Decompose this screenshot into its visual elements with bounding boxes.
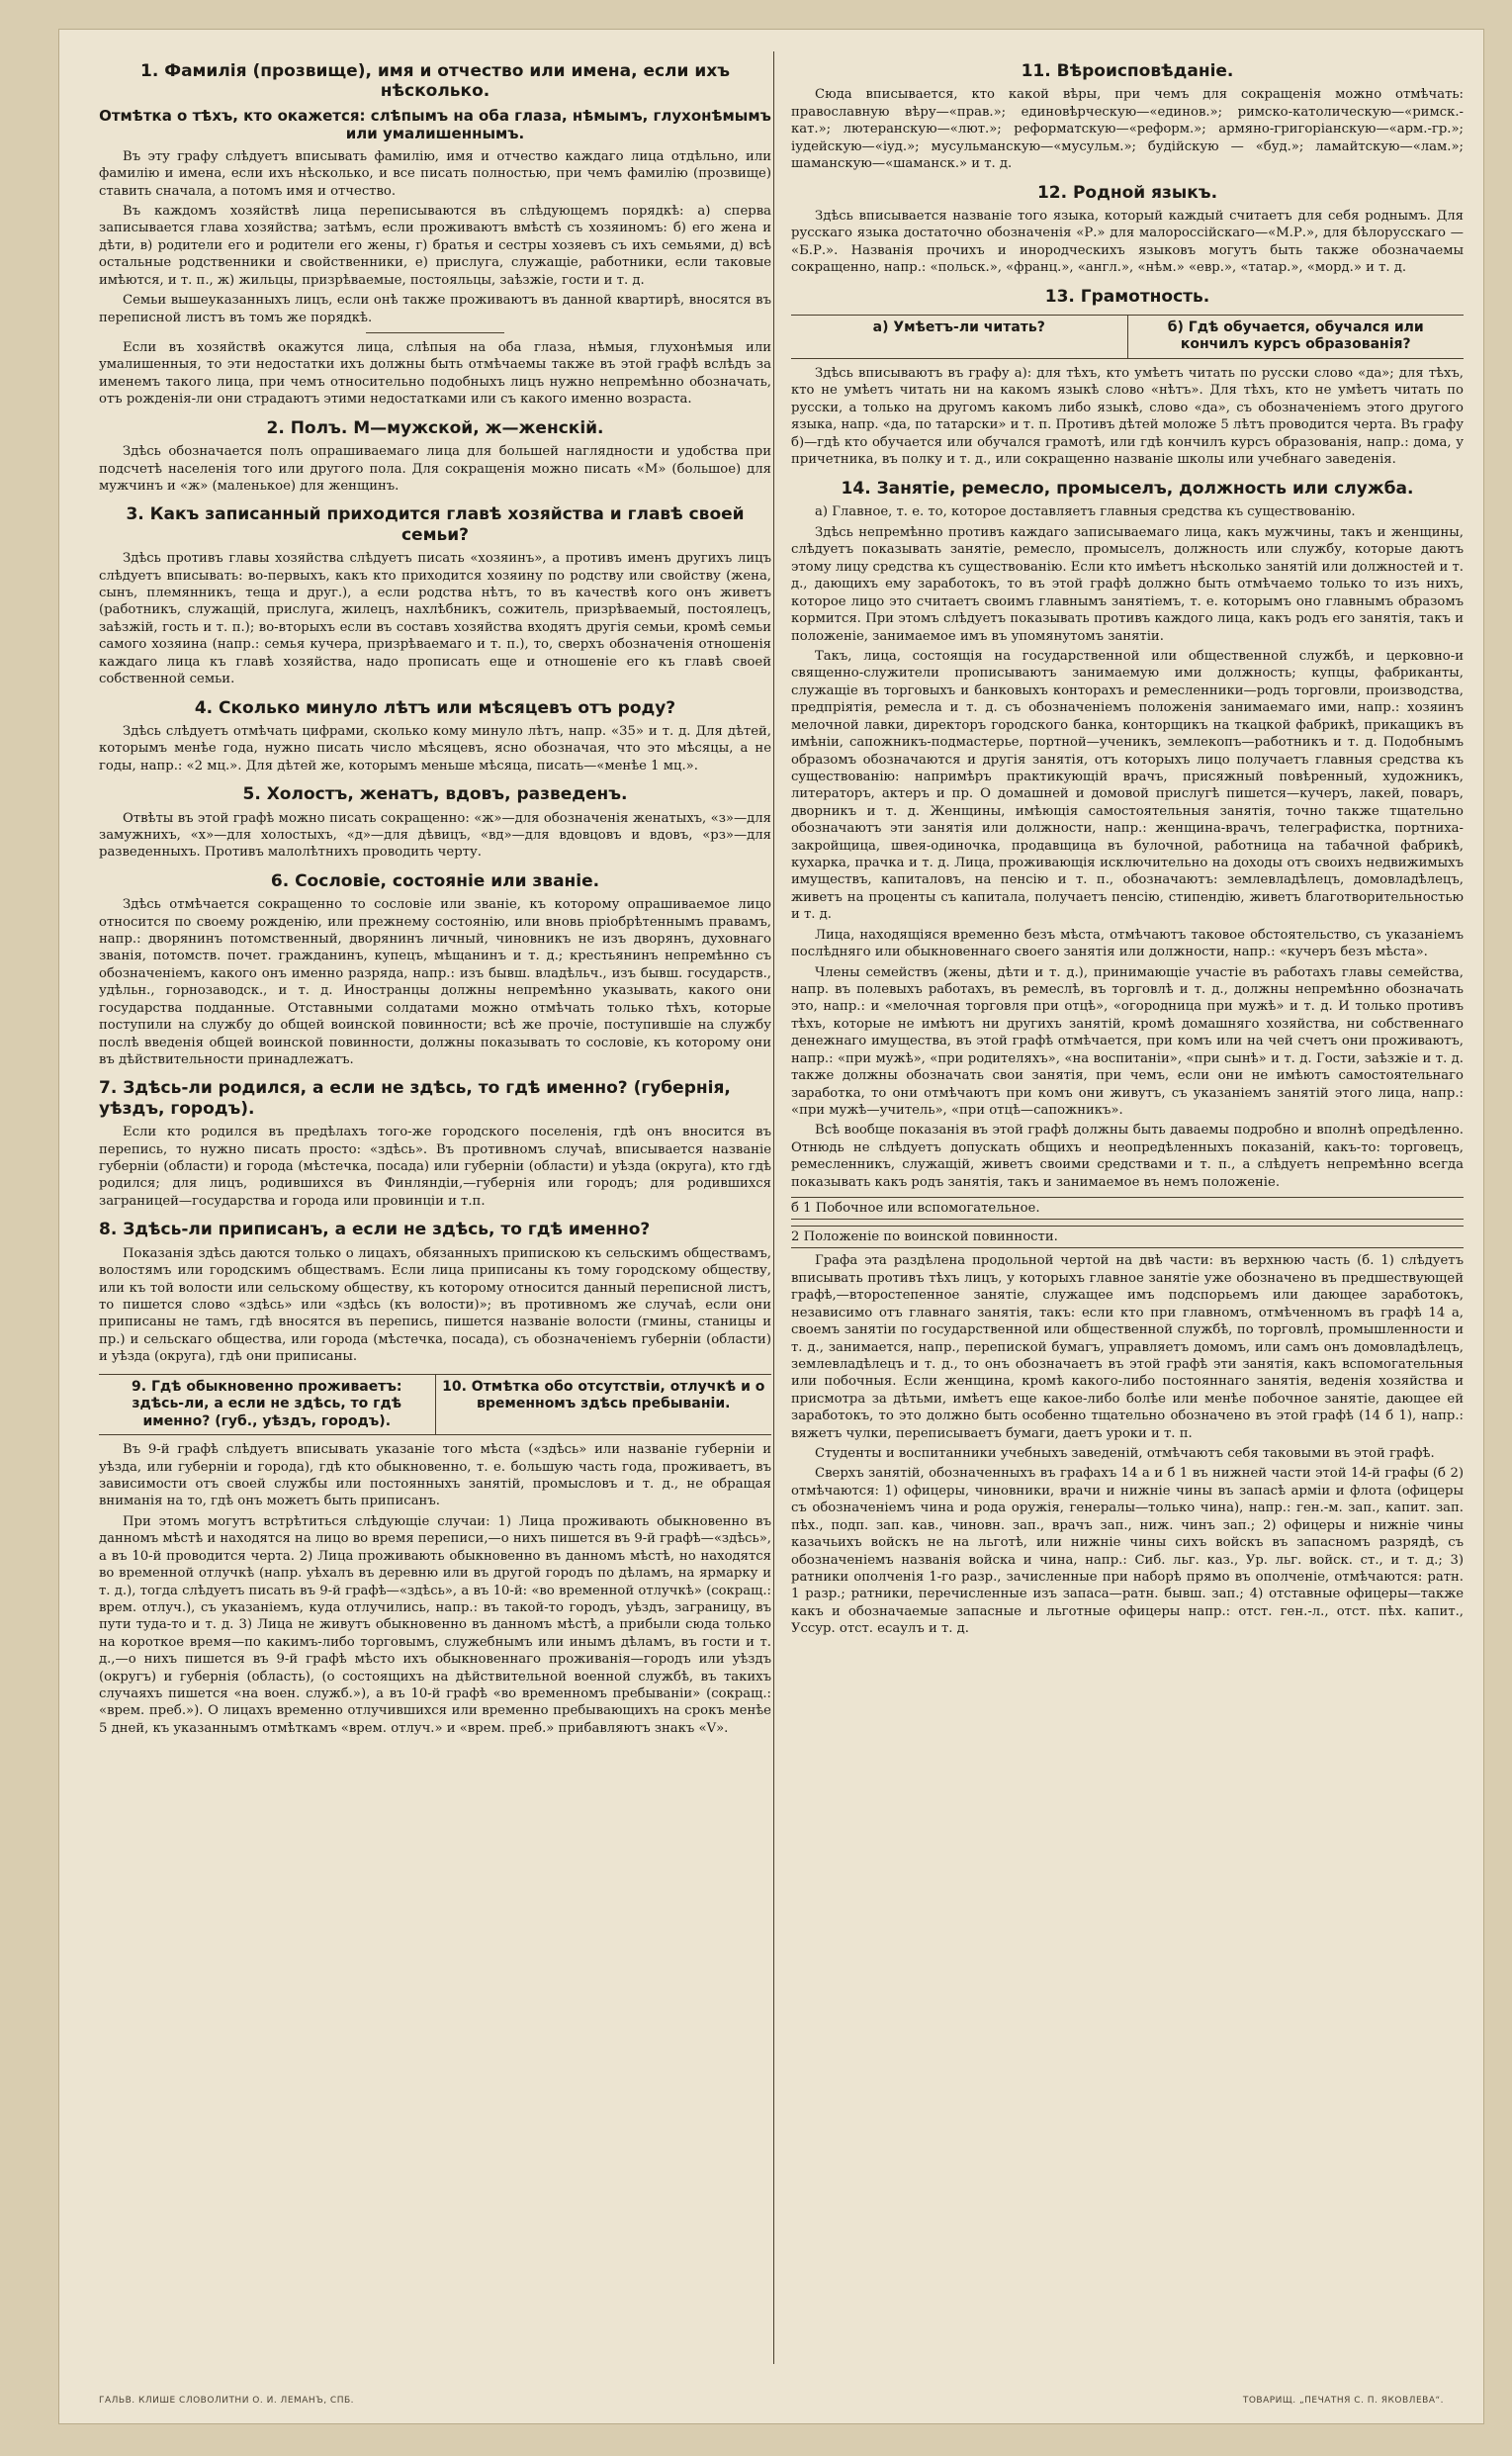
- printer-credit-left: ГАЛЬВ. КЛИШЕ СЛОВОЛИТНИ О. И. ЛЕМАНЪ, СПБ.: [99, 2396, 355, 2406]
- section-1-subtitle: Отмѣтка о тѣхъ, кто окажется: слѣпымъ на оба глаза, нѣмымъ, глухонѣмымъ или умалишеннымъ.: [99, 106, 771, 142]
- section-4-paragraph: Здѣсь слѣдуетъ отмѣчать цифрами, сколько кому минуло лѣтъ, напр. «35» и т. д. Для дѣтей, которымъ менѣе года, нужно писать число мѣсяцевъ, ясно обозначая, что это мѣсяцы, а не годы, напр.: «2 мц.». Для дѣтей же, которымъ меньше мѣсяца, писать—«менѣе 1 мц.».: [99, 723, 771, 773]
- right-column: [791, 51, 1464, 2364]
- section-9-paragraph: При этомъ могутъ встрѣтиться слѣдующіе случаи: 1) Лица проживають обыкновенно въ данномъ мѣстѣ и находятся на лицо во время переписи,—о нихъ пишется въ 9-й графѣ—«здѣсь», а въ 10-й проводится черта. 2) Лица проживають обыкновенно въ данномъ мѣстѣ, но находятся во временной отлучкѣ (напр. уѣхалъ въ деревню или въ другой городъ по дѣламъ, на ярмарку и т. д.), тогда слѣдуетъ писать въ 9-й графѣ—«здѣсь», а въ 10-й: «во временной отлучкѣ» (сокращ.: врем. отлуч.), съ указаніемъ, куда отлучились, напр.: въ такой-то городъ, уѣздъ, заграницу, въ пути туда-то и т. д. 3) Лица не живутъ обыкновенно въ данномъ мѣстѣ, а прибыли сюда только на короткое время—по какимъ-либо торговымъ, служебнымъ или инымъ дѣламъ, въ гости и т. д.,—о нихъ пишется въ 9-й графѣ мѣсто ихъ обыкновеннаго проживанія—городъ или уѣздъ (округъ) и губернія (область), (о состоящихъ на дѣйствительной военной службѣ, въ такихъ случаяхъ пишется «на воен. служб.»), а въ 10-й графѣ «во временномъ пребываніи» (сокращ.: «врем. преб.»). О лицахъ временно отлучившихся или временно пребывающихъ на срокъ менѣе 5 дней, къ указаннымъ отмѣткамъ «врем. отлуч.» и «врем. преб.» прибавляютъ знакъ «V».: [99, 1513, 771, 1736]
- section-12-title: 12. Родной языкъ.: [1036, 182, 1218, 203]
- column-divider: [773, 51, 774, 2364]
- section-14b1-box: б 1 Побочное или вспомогательное.: [791, 1197, 1464, 1220]
- section-13-title: 13. Грамотность.: [1044, 286, 1210, 307]
- section-5-paragraph: Отвѣты въ этой графѣ можно писать сокращенно: «ж»—для обозначенія женатыхъ, «з»—для замужнихъ, «х»—для холостыхъ, «д»—для дѣвицъ, «вд»—для вдовцовъ и вдовъ, «рз»—для разведенныхъ. Противъ малолѣтнихъ проводить черту.: [99, 810, 771, 861]
- section-9-paragraph: Въ 9-й графѣ слѣдуетъ вписывать указаніе того мѣста («здѣсь» или названіе губерніи и уѣзда, или губерніи и города), гдѣ кто обыкновенно, т. е. большую часть года, проживаетъ, въ зависимости отъ своей службы или постоянныхъ занятій, промысловъ и т. д., не обращая вниманія на то, гдѣ онъ можетъ быть приписанъ.: [99, 1442, 771, 1509]
- section-1-paragraph: Въ каждомъ хозяйствѣ лица переписываются въ слѣдующемъ порядкѣ: а) сперва записывается глава хозяйства; затѣмъ, если проживаютъ вмѣстѣ съ хозяиномъ: б) его жена и дѣти, в) родители его и родители его жены, г) братья и сестры хозяевъ съ ихъ семьями, д) всѣ остальные родственники и свойственники, е) прислуга, служащіе, работники, если таковые имѣются, и т. п., ж) жильцы, призрѣваемые, постояльцы, заѣзжіе, гости и т. д.: [99, 204, 771, 288]
- section-4-title: 4. Сколько минуло лѣтъ или мѣсяцевъ отъ роду?: [194, 697, 676, 718]
- section-1-paragraph: Въ эту графу слѣдуетъ вписывать фамилію, имя и отчество каждаго лица отдѣльно, или фамилію и имена, если ихъ нѣсколько, и все писать полностью, при чемъ фамилію (прозвище) ставить сначала, а потомъ имя и отчество.: [99, 148, 771, 199]
- section-14-paragraph: Здѣсь непремѣнно противъ каждаго записываемаго лица, какъ мужчины, такъ и женщины, слѣдуетъ показывать занятіе, ремесло, промыселъ, должность или службу, которые даютъ этому лицу средства къ существованію. Если кто имѣетъ нѣсколько занятій или должностей и т. д., дающихъ ему заработокъ, то въ этой графѣ должно быть отмѣчаемо только то изъ нихъ, которое лицо это считаетъ своимъ главнымъ занятіемъ, т. е. которымъ оно главнымъ образомъ кормится. При этомъ слѣдуетъ показывать противъ каждого лица, какъ родъ его занятія, такъ и положеніе, занимаемое имъ въ упомянутомъ занятіи.: [791, 525, 1464, 644]
- section-14a-caption: а) Главное, т. е. то, которое доставляетъ главныя средства къ существованію.: [815, 503, 1356, 519]
- section-6-paragraph: Здѣсь отмѣчается сокращенно то сословіе или званіе, къ которому опрашиваемое лицо относится по своему рожденію, или прежнему состоянію, или вновь пріобрѣтеннымъ правамъ, напр.: дворянинъ потомственный, дворянинъ личный, чиновникъ не изъ дворянъ, духовнаго званія, потомств. почет. гражданинъ, купецъ, мѣщанинъ и т. д.; крестьянинъ непремѣнно съ обозначеніемъ, какого онъ именно разряда, напр.: изъ бывш. владѣльч., изъ бывш. государств., удѣльн., горнозаводск., и т. д. Иностранцы должны непремѣнно указывать, какого они государства подданные. Отставными солдатами можно отмѣчать только тѣхъ, которые поступили на службу до общей воинской повинности; всѣ же прочіе, поступившіе на службу послѣ введенія общей воинской повинности, должны показывать то сословіе, къ которому они въ дѣйствительности принадлежатъ.: [99, 897, 771, 1067]
- section-6-title: 6. Сословіе, состояніе или званіе.: [270, 870, 600, 891]
- section-12-paragraph: Здѣсь вписывается названіе того языка, который каждый считаетъ для себя роднымъ. Для русскаго языка достаточно обозначенія «Р.» для малороссійскаго—«М.Р.», для бѣлорусскаго — «Б.Р.». Названія прочихъ и инородческихъ языковъ могутъ быть также обозначаемы сокращенно, напр.: «польск.», «франц.», «англ.», «нѣм.» «евр.», «татар.», «морд.» и т. д.: [791, 208, 1464, 276]
- section-13-paragraph: Здѣсь вписываютъ въ графу а): для тѣхъ, кто умѣетъ читать по русски слово «да»; для тѣхъ, кто не умѣетъ читать ни на какомъ языкѣ слово «нѣтъ». Для тѣхъ, кто не умѣетъ читать по русски, а только на другомъ какомъ либо языкѣ, слово «да», съ обозначеніемъ этого другого языка, напр. «да, по татарски» и т. п. Противъ дѣтей моложе 5 лѣтъ проводится черта. Въ графу б)—гдѣ кто обучается или обучался грамотѣ, или гдѣ кончилъ курсъ образованія, напр.: дома, у причетника, въ полку и т. д., или сокращенно названіе школы или учебнаго заведенія.: [791, 365, 1464, 468]
- section-1-paragraph: Семьи вышеуказанныхъ лицъ, если онѣ также проживаютъ въ данной квартирѣ, вносятся въ переписной листъ въ томъ же порядкѣ.: [99, 293, 771, 325]
- left-column: [99, 51, 771, 2364]
- section-9-10-header: [99, 1374, 771, 1436]
- section-13a-title: а) Умѣетъ-ли читать?: [872, 318, 1045, 335]
- section-9-title: 9. Гдѣ обыкновенно проживаетъ: здѣсь-ли, а если не здѣсь, то гдѣ именно? (губ., уѣздъ, городъ).: [132, 1378, 402, 1429]
- section-3-title: 3. Какъ записанный приходится главѣ хозяйства и главѣ своей семьи?: [126, 504, 745, 545]
- section-2-paragraph: Здѣсь обозначается полъ опрашиваемаго лица для большей наглядности и удобства при подсчетѣ населенія того или другого пола. Для сокращенія можно писать «М» (большое) для мужчинъ и «ж» (маленькое) для женщинъ.: [99, 444, 771, 494]
- section-10-title: 10. Отмѣтка обо отсутствіи, отлучкѣ и о временномъ здѣсь пребываніи.: [435, 1375, 772, 1435]
- section-1-paragraph: Если въ хозяйствѣ окажутся лица, слѣпыя на оба глаза, нѣмыя, глухонѣмыя или умалишенныя, то эти недостатки ихъ должны быть отмѣчаемы также въ этой графѣ вслѣдъ за именемъ такого лица, при чемъ относительно подобныхъ лицъ нужно непремѣнно обозначать, отъ рожденія-ли они страдаютъ этими недостатками или съ какого именно возраста.: [99, 340, 771, 408]
- section-14-paragraph: Лица, находящіяся временно безъ мѣста, отмѣчаютъ таковое обстоятельство, съ указаніемъ послѣдняго или обыкновеннаго своего занятія или должности, напр.: «кучеръ безъ мѣста».: [791, 927, 1464, 960]
- section-14-paragraph: Члены семействъ (жены, дѣти и т. д.), принимающіе участіе въ работахъ главы семейства, напр. въ полевыхъ работахъ, въ ремеслѣ, въ торговлѣ и т. д., должны непремѣнно обозначать это, напр.: и «мелочная торговля при отцѣ», «огородница при мужѣ» и т. д. И только противъ тѣхъ, которые не имѣютъ ни другихъ занятій, кромѣ домашняго хозяйства, ни собственнаго денежнаго имущества, въ этой графѣ отмѣчается, при комъ или на чей счетъ они проживаютъ, напр.: «при мужѣ», «при родителяхъ», «на воспитаніи», «при сынѣ» и т. д. Гости, заѣзжіе и т. д. также должны обозначать свои занятія, при чемъ, если они не имѣютъ самостоятельнаго заработка, то они отмѣчаютъ при комъ они живутъ, съ указаніемъ занятій этого лица, напр.: «при мужѣ—учитель», «при отцѣ—сапожникъ».: [791, 964, 1464, 1118]
- section-5-title: 5. Холостъ, женатъ, вдовъ, разведенъ.: [242, 784, 628, 805]
- section-8-paragraph: Показанія здѣсь даются только о лицахъ, обязанныхъ припискою къ сельскимъ обществамъ, волостямъ или городскимъ обществамъ. Если лица приписаны къ тому городскому обществу, или къ той волости или сельскому обществу, къ которому относится данный переписной листъ, то пишется слово «здѣсь» или «здѣсь (къ волости)»; въ противномъ же случаѣ, если они приписаны не тамъ, гдѣ вносятся въ перепись, пишется названіе волости (гмины, станицы и пр.) и сельскаго общества, или города (мѣстечка, посада), съ обозначеніемъ губерніи (области) и уѣзда (округа), гдѣ они приписаны.: [99, 1245, 771, 1365]
- section-14-paragraph: Такъ, лица, состоящія на государственной или общественной службѣ, и церковно-и священно-служители прописываютъ занимаемую ими должность; купцы, фабриканты, служащіе въ торговыхъ и банковыхъ конторахъ и ремесленники—родъ торговли, производства, предпріятія, ремесла и т. д. съ обозначеніемъ положенія занимаемаго ими, напр.: хозяинъ мелочной лавки, директоръ городского банка, конторщикъ на ткацкой фабрикѣ, прикащикъ въ имѣніи, сапожникъ-подмастерье, портной—ученикъ, землекопъ—работникъ и т. д. Подобнымъ образомъ обозначаются и другія занятія, отъ которыхъ лицо получаетъ главныя средства къ существованію: напримѣръ практикующій врачъ, присяжный повѣренный, художникъ, литераторъ, актеръ и пр. О домашней и домовой прислугѣ пишется—кучеръ, лакей, поваръ, дворникъ и т. д. Женщины, имѣющія самостоятельныя занятія, точно также тщательно обозначаютъ эти занятія или должности, напр.: женщина-врачъ, телеграфистка, портниха-закройщица, швея-одиночка, продавщица въ булочной, работница на табачной фабрикѣ, кухарка, прачка и т. д. Лица, проживающія исключительно на доходы отъ своихъ недвижимыхъ имуществъ, капиталовъ, на пенсію и т. п., обозначаютъ: землевладѣлецъ, домовладѣлецъ, живетъ на проценты съ капитала, получаетъ пенсію, стипендію, живетъ благотворительностью и т. д.: [791, 649, 1464, 923]
- section-14-title: 14. Занятіе, ремесло, промыселъ, должность или служба.: [841, 478, 1414, 499]
- document-sheet: [59, 30, 1483, 2423]
- section-7-paragraph: Если кто родился въ предѣлахъ того-же городского поселенія, гдѣ онъ вносится въ перепись, то нужно писать просто: «здѣсь». Въ противномъ случаѣ, вписывается названіе губерніи (области) и города (мѣстечка, посада) или губерніи (области) и уѣзда (округа), кто гдѣ родился; для лицъ, родившихся въ Финляндіи,—губернія или городъ; для родившихся заграницей—государства и города или провинціи и т.п.: [99, 1125, 771, 1209]
- printer-credit-right: ТОВАРИЩ. „ПЕЧАТНЯ С. П. ЯКОВЛЕВА“.: [1242, 2396, 1444, 2406]
- section-14-paragraph: Графа эта раздѣлена продольной чертой на двѣ части: въ верхнюю часть (б. 1) слѣдуетъ вписывать противъ тѣхъ лицъ, у которыхъ главное занятіе уже обозначено въ предшествующей графѣ,—второстепенное занятіе, служащее имъ подспорьемъ или дающее заработокъ, независимо отъ главнаго занятія, такъ: если кто при главномъ, отмѣченномъ въ графѣ 14 а, своемъ занятіи по государственной или общественной службѣ, по торговлѣ, промышленности и т. д., занимается, напр., перепиской бумагъ, управляетъ домомъ, или самъ онъ домовладѣлецъ, землевладѣлецъ и т. д., то онъ обозначаетъ въ этой графѣ эти занятія, какъ вспомогательныя или побочныя. Если женщина, кромѣ какого-либо постояннаго занятія, веденія хозяйства и присмотра за дѣтьми, имѣетъ еще какое-либо болѣе или менѣе побочное занятіе, дающее ей заработокъ, то это должно быть особенно тщательно обозначено въ этой графѣ (14 б 1), напр.: вяжетъ чулки, переписываетъ бумаги, даетъ уроки и т. п.: [791, 1253, 1464, 1441]
- section-11-paragraph: Сюда вписывается, кто какой вѣры, при чемъ для сокращенія можно отмѣчать: православную вѣру—«прав.»; единовѣрческую—«единов.»; римско-католическую—«римск.-кат.»; лютеранскую—«лют.»; реформатскую—«реформ.»; армяно-григоріанскую—«арм.-гр.»; іудейскую—«іуд.»; мусульманскую—«мусульм.»; будійскую — «буд.»; ламайтскую—«лам.»; шаманскую—«шаманск.» и т. д.: [791, 87, 1464, 172]
- section-14-paragraph: Студенты и воспитанники учебныхъ заведеній, отмѣчаютъ себя таковыми въ этой графѣ.: [815, 1446, 1435, 1462]
- section-14-paragraph: Сверхъ занятій, обозначенныхъ въ графахъ 14 а и б 1 въ нижней части этой 14-й графы (б 2) отмѣчаются: 1) офицеры, чиновники, врачи и нижніе чины въ запасѣ арміи и флота (офицеры съ обозначеніемъ чина и рода оружія, генералы—только чина), напр.: ген.-м. зап., капит. зап. пѣх., подп. зап. кав., чиновн. зап., врачъ зап., ниж. чинъ зап.; 2) офицеры и нижніе чины казачьихъ войскъ не на льготѣ, или нижніе чины сихъ войскъ въ запасномъ разрядѣ, съ обозначеніемъ названія войска и чина, напр.: Сиб. льг. каз., Ур. льг. войск. ст., и т. д.; 3) ратники ополченія 1-го разр., зачисленные при наборѣ прямо въ ополченіе, отмѣчаются: ратн. 1 разр.; ратники, перечисленные изъ запаса—ратн. бывш. зап.; 4) отставные офицеры—также какъ и обозначаемые запасные и льготные офицеры напр.: отст. ген.-л., отст. пѣх. капит., Уссур. отст. есаулъ и т. д.: [791, 1466, 1464, 1637]
- section-7-title: 7. Здѣсь-ли родился, а если не здѣсь, то гдѣ именно? (губернія, уѣздъ, городъ).: [99, 1078, 731, 1119]
- section-13-columns: [791, 315, 1464, 359]
- section-13b-title: б) Гдѣ обучается, обучался или кончилъ курсъ образованія?: [1127, 316, 1465, 358]
- section-14b2-box: 2 Положеніе по воинской повинности.: [791, 1226, 1464, 1248]
- section-14-paragraph: Всѣ вообще показанія въ этой графѣ должны быть даваемы подробно и вполнѣ опредѣленно. Отнюдь не слѣдуетъ допускать общихъ и неопредѣленныхъ показаній, какъ-то: торговецъ, ремесленникъ, служащій, живетъ своими средствами и т. п., а слѣдуетъ непремѣнно всегда показывать какъ родъ занятія, такъ и занимаемое въ немъ положеніе.: [791, 1123, 1464, 1190]
- section-1-title: 1. Фамилія (прозвище), имя и отчество или имена, если ихъ нѣсколько.: [140, 61, 730, 102]
- separator-rule: [366, 332, 504, 333]
- section-3-paragraph: Здѣсь противъ главы хозяйства слѣдуетъ писать «хозяинъ», а противъ именъ другихъ лицъ слѣдуетъ вписывать: во-первыхъ, какъ кто приходится хозяину по родству или свойству (жена, сынъ, племянникъ, теща и друг.), а если родства нѣтъ, то въ качествѣ кого онъ живетъ (работникъ, служащій, прислуга, жилецъ, нахлѣбникъ, сожитель, призрѣваемый, постоялецъ, заѣзжій, гость и т. п.); во-вторыхъ если въ составъ хозяйства входятъ другія семьи, кромѣ семьи самого хозяина (напр.: семья кучера, призрѣваемаго и т. п.), то, сверхъ обозначенія отношенія каждаго лица къ главѣ хозяйства, надо прописать еще и отношеніе его къ главѣ своей собственной семьи.: [99, 551, 771, 687]
- section-2-title: 2. Полъ. М—мужской, ж—женскій.: [266, 417, 604, 438]
- section-8-title: 8. Здѣсь-ли приписанъ, а если не здѣсь, то гдѣ именно?: [99, 1220, 651, 1240]
- section-11-title: 11. Вѣроисповѣданіе.: [1021, 61, 1234, 81]
